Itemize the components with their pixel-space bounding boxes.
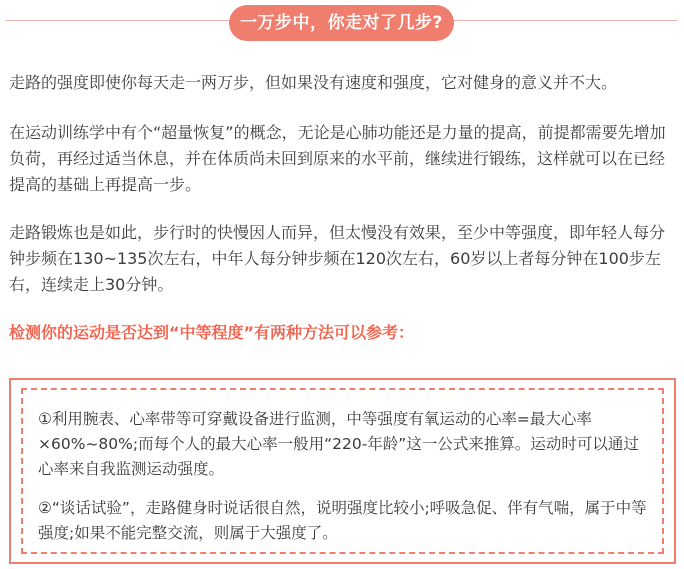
method-heart-rate: ①利用腕表、心率带等可穿戴设备进行监测，中等强度有氧运动的心率=最大心率×60%~80%;而每个人的最大心率一般用“220-年龄”这一公式来推算。运动时可以通过心率来自我监测运动强度。 [38, 410, 639, 478]
paragraph-walking-pace: 走路锻炼也是如此，步行时的快慢因人而异，但太慢没有效果，至少中等强度，即年轻人每分钟步频在130~135次左右，中年人每分钟步频在120次左右，60岁以上者每分钟在100步左右，连续走上30分钟。 [9, 223, 666, 294]
section-title: 一万步中，你走对了几步? [229, 5, 454, 41]
paragraph-intro: 走路的强度即使你每天走一两万步，但如果没有速度和强度，它对健身的意义并不大。 [9, 73, 618, 92]
methods-box-dashed-border [21, 388, 664, 554]
method-talk-test: ②“谈话试验”，走路健身时说话很自然，说明强度比较小;呼吸急促、伴有气喘，属于中等强度;如果不能完整交流，则属于大强度了。 [38, 499, 647, 542]
methods-box [9, 378, 676, 564]
paragraph-supercompensation: 在运动训练学中有个“超量恢复”的概念，无论是心肺功能还是力量的提高，前提都需要先增加负荷，再经过适当休息，并在体质尚未回到原来的水平前，继续进行锻练，这样就可以在已经提高的基础上再提高一步。 [9, 123, 666, 194]
section-header [0, 0, 684, 50]
highlight-heading: 检测你的运动是否达到“中等程度”有两种方法可以参考： [9, 323, 415, 342]
